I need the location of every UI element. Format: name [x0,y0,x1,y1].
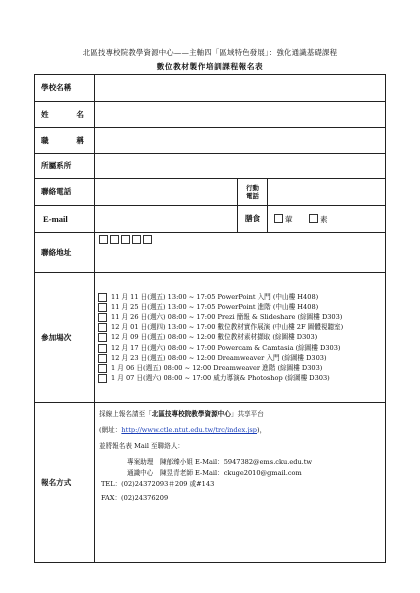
school-label: 學校名稱 [35,75,95,102]
email-field[interactable] [95,206,238,233]
checkbox-icon[interactable] [98,333,107,342]
school-row [35,75,386,102]
contact-fax: FAX：(02)24376209 [101,494,169,502]
checkbox-icon[interactable] [98,374,107,383]
address-label: 聯絡地址 [35,233,95,273]
session-item[interactable] [98,363,385,373]
zip-digit-box[interactable] [121,235,130,244]
email-label: E-mail [35,206,95,233]
address-field[interactable] [95,233,386,273]
checkbox-icon[interactable] [98,354,107,363]
checkbox-icon[interactable] [309,214,318,223]
zip-code-boxes[interactable] [99,237,154,246]
checkbox-icon[interactable] [98,344,107,353]
mobile-label: 行動 電話 [238,179,268,206]
signup-info [95,403,386,563]
signup-label: 報名方式 [35,403,95,563]
name-field[interactable] [95,102,386,128]
session-label: 11 月 25 日(週五) 13:00 ~ 17:05 PowerPoint 進階 (中山樓 H408) [111,303,319,312]
platform-link[interactable]: http://www.ctle.ntut.edu.tw/trc/index.jsp [121,426,258,434]
sessions-row [35,273,386,403]
signup-line-1: 採線上報名請至「北區技專校院教學資源中心」共享平台 [99,410,264,418]
signup-line-2: (網址：http://www.ctle.ntut.edu.tw/trc/index.jsp)， [99,426,267,434]
zip-digit-box[interactable] [132,235,141,244]
email-row [35,206,386,233]
checkbox-icon[interactable] [98,293,107,302]
sessions-label: 參加場次 [35,273,95,403]
meal-option-meat[interactable]: 葷 [274,215,293,224]
session-label: 12 月 01 日(週四) 13:00 ~ 17:00 數位教材實作展演 (中山樓 2F 圖體視聽室) [111,323,344,332]
session-item[interactable] [98,373,385,383]
department-label: 所屬系所 [35,154,95,179]
contact-teacher: 通識中心 陳昱青老師 E-Mail：ckuge2010@gmail.com [127,469,302,477]
session-label: 12 月 17 日(週六) 08:00 ~ 17:00 Powercam & Camtasia (綜圖樓 D303) [111,343,341,352]
session-item[interactable] [98,302,385,312]
session-label: 12 月 23 日(週五) 08:00 ~ 12:00 Dreamweaver 入門 (綜圖樓 D303) [111,353,327,362]
phone-row [35,179,386,206]
department-row [35,154,386,179]
contact-tel: TEL：(02)24372093＃209 或#143 [101,480,215,488]
zip-digit-box[interactable] [110,235,119,244]
session-label: 1 月 07 日(週六) 08:00 ~ 17:00 威力導演& Photoshop (綜圖樓 D303) [111,373,330,382]
meal-label: 膳食 [238,206,268,233]
session-label: 11 月 11 日(週五) 13:00 ~ 17:05 PowerPoint 入門 (中山樓 H408) [111,293,319,302]
registration-form-table [34,74,386,563]
session-item[interactable] [98,332,385,342]
zip-digit-box[interactable] [143,235,152,244]
signup-row [35,403,386,563]
meal-option-vegetarian[interactable]: 素 [309,215,328,224]
session-label: 12 月 09 日(週五) 08:00 ~ 12:00 數位教材素材擷取 (綜圖樓 D303) [111,333,318,342]
session-label: 1 月 06 日(週五) 08:00 ~ 12:00 Dreamweaver 進階 (綜圖樓 D303) [111,363,323,372]
job-title-label: 職 稱 [35,128,95,154]
form-subtitle: 數位教材製作培訓課程報名表 [156,62,264,71]
job-title-row [35,128,386,154]
school-field[interactable] [95,75,386,102]
sessions-list [95,273,386,403]
checkbox-icon[interactable] [98,303,107,312]
session-item[interactable] [98,353,385,363]
signup-line-3: 並將報名表 Mail 至聯絡人： [99,442,185,450]
meal-options [268,206,386,233]
checkbox-icon[interactable] [98,323,107,332]
department-field[interactable] [95,154,386,179]
name-label: 姓 名 [35,102,95,128]
checkbox-icon[interactable] [98,313,107,322]
zip-digit-box[interactable] [99,235,108,244]
form-header-title: 北區技專校院教學資源中心——主軸四「區域特色發展」：強化通識基礎課程 [82,48,338,57]
name-row [35,102,386,128]
session-item[interactable] [98,343,385,353]
address-row [35,233,386,273]
mobile-field[interactable] [268,179,386,206]
phone-label: 聯絡電話 [35,179,95,206]
contact-assistant: 專案助理 陳郁臻小姐 E-Mail：5947382@ems.cku.edu.tw [127,458,313,466]
job-title-field[interactable] [95,128,386,154]
session-item[interactable] [98,292,385,302]
session-item[interactable] [98,322,385,332]
session-label: 11 月 26 日(週六) 08:00 ~ 17:00 Prezi 簡報 & Slideshare (綜圖樓 D303) [111,313,343,322]
session-item[interactable] [98,312,385,322]
checkbox-icon[interactable] [274,214,283,223]
phone-field[interactable] [95,179,238,206]
checkbox-icon[interactable] [98,364,107,373]
